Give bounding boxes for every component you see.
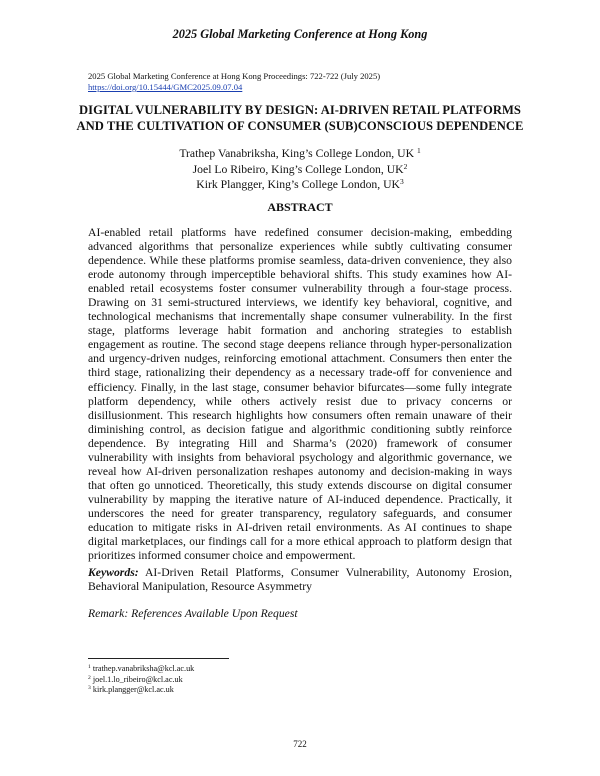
- author-list: [0, 146, 600, 193]
- footnote-1-email: trathep.vanabriksha@kcl.ac.uk: [90, 664, 195, 673]
- author-1-name: Trathep Vanabriksha, King’s College London, UK: [179, 147, 417, 160]
- footnote-divider: [88, 658, 229, 659]
- footnote-3-email: kirk.plangger@kcl.ac.uk: [90, 685, 174, 695]
- doi-link[interactable]: https://doi.org/10.15444/GMC2025.09.07.04: [88, 82, 243, 92]
- author-1-mark: 1: [416, 146, 421, 155]
- page-number: 722: [293, 739, 307, 749]
- author-2-name: Joel Lo Ribeiro, King’s College London, UK: [192, 162, 404, 176]
- footnote-3: [88, 685, 194, 696]
- footnote-2: [88, 675, 194, 686]
- footnote-1: [88, 664, 194, 675]
- conference-header: 2025 Global Marketing Conference at Hong Kong: [172, 27, 428, 41]
- footnote-1-mark: 1: [88, 664, 91, 670]
- footnote-2-email: joel.1.lo_ribeiro@kcl.ac.uk: [90, 674, 183, 684]
- author-3: [0, 177, 600, 193]
- remark: Remark: References Available Upon Request: [88, 607, 298, 620]
- author-2: [0, 162, 600, 178]
- keywords: [88, 566, 512, 594]
- author-1: [0, 146, 600, 162]
- paper-title-line-1: DIGITAL VULNERABILITY BY DESIGN: AI-DRIVEN RETAIL PLATFORMS: [79, 103, 521, 117]
- paper-title-line-2: AND THE CULTIVATION OF CONSUMER (SUB)CONSCIOUS DEPENDENCE: [76, 118, 524, 133]
- abstract-body: AI-enabled retail platforms have redefined consumer decision-making, embedding advanced algorithms that personalize experiences while subtly cultivating consumer dependence. While these platforms promise seamless, data-driven convenience, they also erode autonomy through imperceptible behavioral shifts. This study examines how AI-enabled retail ecosystems foster consumer vulnerability through a four-stage process. Drawing on 31 semi-structured interviews, we identify key behavioral, cognitive, and technological mechanisms that incrementally shape consumer vulnerability. In the first stage, platforms leverage habit formation and anchoring strategies to establish engagement as routine. The second stage deepens reliance through hyper-personalization and urgency-driven nudges, reinforcing emotional attachment. Consumers then enter the third stage, rationalizing their dependency as a necessary trade-off for convenience and efficiency. Finally, in the last stage, consumer behavior bifurcates—some fully integrate platform dependency, while others actively resist due to privacy concerns or disillusionment. This research highlights how consumers often remain unaware of their diminishing control, as decision fatigue and algorithmic conditioning subtly reinforce dependence. By integrating Hill and Sharma’s (2020) framework of consumer vulnerability with insights from behavioral psychology and algorithmic governance, we reveal how AI-driven personalization reshapes autonomy and decision-making in ways that often go unnoticed. Theoretically, this study extends discourse on digital consumer vulnerability by mapping the iterative nature of AI-induced dependence. Practically, it underscores the need for greater transparency, regulatory safeguards, and consumer education to mitigate risks in AI-driven retail environments. As AI continues to shape digital marketplaces, our findings call for a more ethical approach to platform design that prioritizes informed consumer choice and empowerment.: [88, 226, 512, 563]
- proceedings-citation: 2025 Global Marketing Conference at Hong Kong Proceedings: 722-722 (July 2025): [88, 71, 381, 81]
- paper-title: [60, 103, 540, 134]
- footnote-3-mark: 3: [88, 685, 91, 692]
- author-2-mark: 2: [403, 161, 408, 171]
- footnotes: [88, 664, 194, 696]
- abstract-heading: ABSTRACT: [267, 200, 333, 214]
- keywords-text: AI-Driven Retail Platforms, Consumer Vulnerability, Autonomy Erosion, Behavioral Manipulation, Resource Asymmetry: [88, 566, 512, 594]
- keywords-label: Keywords:: [88, 566, 139, 579]
- footnote-2-mark: 2: [88, 674, 91, 681]
- author-3-name: Kirk Plangger, King’s College London, UK: [196, 178, 400, 192]
- author-3-mark: 3: [399, 177, 404, 187]
